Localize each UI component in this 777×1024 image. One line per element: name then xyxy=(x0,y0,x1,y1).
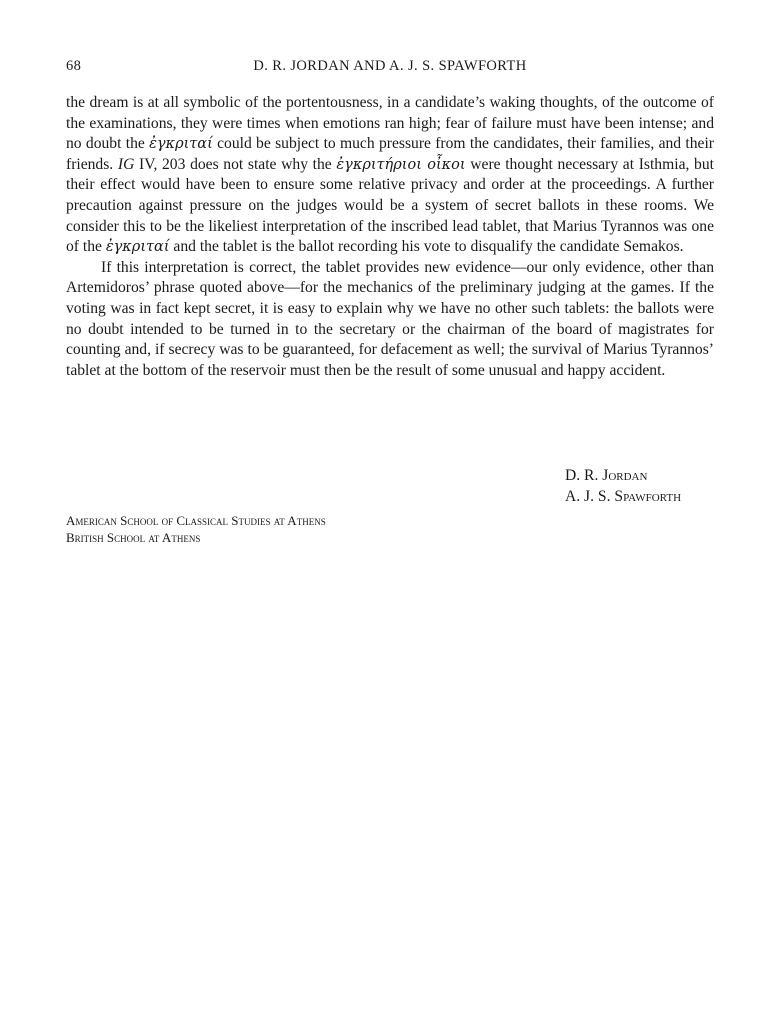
affiliation-2: British School at Athens xyxy=(66,530,201,545)
author-affiliations xyxy=(66,512,326,546)
paragraph-1-text-e: and the tablet is the ballot recording his vote to disqualify the candidate Semakos. xyxy=(169,238,684,256)
signature-author-1: D. R. Jordan xyxy=(565,467,648,484)
paragraph-1-text-c: IV, 203 does not state why the xyxy=(134,155,337,173)
paragraph-1-text-d: were thought necessary at Isthmia, but their effect would have been to ensure some relative privacy and order at the proceedings. A further precaution against pressure on the judges would be a system of secret ballots in these rooms. We consider this to be the likeliest interpretation of the inscribed lead tablet, that Marius Tyrannos was one of the xyxy=(66,155,714,256)
page-number: 68 xyxy=(66,58,82,74)
ig-citation: IG xyxy=(117,155,135,173)
greek-term-enkritai: ἐγκριταί xyxy=(149,136,213,153)
affiliation-1: American School of Classical Studies at Athens xyxy=(66,513,326,528)
signature-author-2: A. J. S. Spawforth xyxy=(565,488,682,505)
paragraph-continuation xyxy=(66,93,714,258)
paragraph-1-text-a: the dream is at all symbolic of the portentousness, in a candidate’s waking thoughts, of the outcome of the examinations, they were times when emotions ran high; fear of failure must have been intense; and no doubt the xyxy=(66,94,714,153)
greek-term-enkriterioi-oikoi: ἐγκριτήριοι οἶκοι xyxy=(336,156,466,173)
greek-term-enkritai-2: ἐγκριταί xyxy=(105,239,170,256)
author-signatures xyxy=(565,465,681,507)
paragraph-2: If this interpretation is correct, the tablet provides new evidence—our only evidence, other than Artemidoros’ phrase quoted above—for the mechanics of the preliminary judging at the games. If the voting was in fact kept secret, it is easy to explain why we have no other such tablets: the ballots were no doubt intended to be turned in to the secretary or the chairman of the board of magistrates for counting and, if secrecy was to be guaranteed, for defacement as well; the survival of Marius Tyrannos’ tablet at the bottom of the reservoir must then be the result of some unusual and happy accident. xyxy=(66,258,714,379)
running-head xyxy=(66,58,714,78)
running-title: D. R. JORDAN AND A. J. S. SPAWFORTH xyxy=(253,58,527,74)
paragraph-1-text-b: could be subject to much pressure from the candidates, their families, and their friends. xyxy=(66,135,714,173)
article-body xyxy=(66,93,714,381)
